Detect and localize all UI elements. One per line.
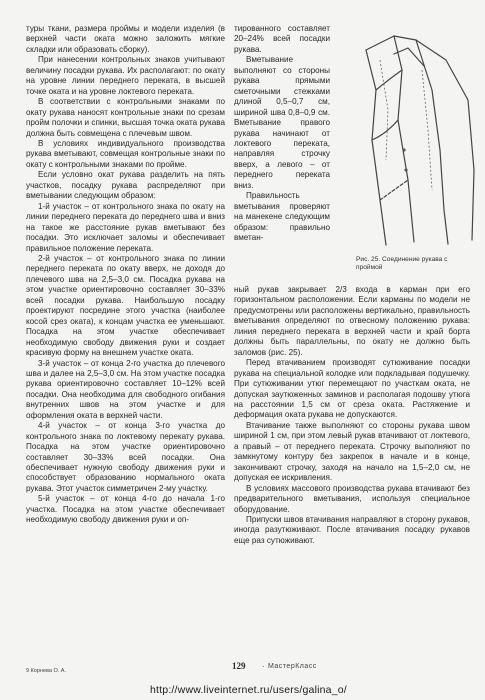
brand-label: МастерКласс	[268, 663, 317, 670]
right-top-text-column	[234, 24, 330, 244]
paragraph: В условиях массового производства рукава втачивают без предварительного вметывания, используя специальное оборудование.	[234, 483, 470, 514]
paragraph: В условиях индивидуального производства рукава вметывают, совмещая контрольные знаки по окату с контрольными знаками по пройме.	[26, 138, 225, 169]
url-watermark[interactable]: http://www.liveinternet.ru/users/galina_o/	[150, 684, 347, 696]
author-footer: 9 Корнева О. А.	[26, 668, 66, 674]
paragraph: Вметывание выполняют со стороны рукава прямыми сметочными стежками длиной 0,5–0,7 см, шириной шва 0,8–0,9 см. Вметывание правого рукава начинают от локтевого переката, направляя строчку вверх, а левого – от переднего переката вниз.	[234, 55, 330, 190]
paragraph: При нанесении контрольных знаков учитывают величину посадки рукава. Их располагают: по окату на уровне линии переднего переката, в высшей точке оката и на уровне локтевого переката.	[26, 55, 225, 96]
paragraph: 5-й участок – от конца 4-го до начала 1-го участка. Посадка на этом участке обеспечивает необходимую свободу движения руки и оп-	[26, 494, 225, 525]
paragraph: 4-й участок – от конца 3-го участка до контрольного знака по локтевому перекату рукава. Посадка на этом участке ориентировочно составляет 30–33% всей посадки. Она обеспечивает нужную свободу движения руки и способствует образованию нормального оката рукава. Этот участок симметричен 2-му участку.	[26, 421, 225, 493]
paragraph: ный рукав закрывает 2/3 входа в карман при его горизонтальном расположении. Если карманы по модели не предусмотрены или расположены вертикально, правильность вметывания определяют по отвесному положению рукава: линия переднего переката в верхней части и край борта должны быть параллельны, по окату не должно быть заломов (рис. 25).	[234, 285, 470, 357]
right-bottom-text-column	[234, 285, 470, 546]
paragraph: тированного составляет 20–24% всей посадки рукава.	[234, 24, 330, 54]
paragraph: Если условно окат рукава разделить на пять участков, посадку рукава распределяют при вметывании следующим образом:	[26, 170, 225, 201]
figure-caption: Рис. 25. Соединение рукава с проймой	[356, 256, 448, 271]
page-number: 129	[232, 661, 246, 671]
paragraph: Правильность вметывания проверяют на манекене следующим образом: правильно вметан-	[234, 191, 330, 243]
paragraph: Втачивание также выполняют со стороны рукава швом шириной 1 см, при этом левый рукав втачивают от локтевого, а правый – от переднего переката. Строчку выполняют по замкнутому контуру без закрепок в начале и в конце, закончивают строчку, заходя на начало на 1,5–2,0 см, не допуская ее искривления.	[234, 420, 470, 483]
paragraph: В соответствии с контрольными знаками по окату рукава наносят контрольные знаки по срезам пройм полочки и спинки, высшая точка оката рукава должна быть совмещена с плечевым швом.	[26, 97, 225, 138]
left-text-column	[26, 24, 225, 526]
paragraph: 3-й участок – от конца 2-го участка до плечевого шва и далее на 2,5–3,0 см. На этом участке посадка рукава ориентировочно составляет 10–12% всей посадки. Она необходима для свободного огибания внутренних швов на этом участке и для оформления оката в верхней части.	[26, 358, 225, 420]
paragraph: 1-й участок – от контрольного знака по окату на линии переднего переката до переднего шва и вниз на такое же расстояние рукав вметывают без посадки. Это исключает заломы и обеспечивает правильное положение переката.	[26, 201, 225, 253]
paragraph: 2-й участок – от контрольного знака по линии переднего переката по окату вверх, не доходя до плечевого шва на 2,5–3,0 см. Посадка рукава на этом участке ориентировочно составляет 30–33% всей посадки рукава. Наибольшую посадку проектируют посредине этого участка (наиболее косой срез оката), к концам участка ее уменьшают. Посадка на этом участке обеспечивает необходимую свободу движения руки и создает красивую форму на внешнем участке оката.	[26, 253, 225, 358]
sleeve-jacket-illustration	[336, 30, 476, 250]
paragraph: Перед втачиванием производят сутюживание посадки рукава на специальной колодке или подкладывая подушечку. При сутюживании утюг перемещают по участкам оката, не допуская заутюженных заминов и располагая подошву утюга на расстоянии 1,5 см от среза оката. Растяжение и деформация оката рукава не допускаются.	[234, 358, 470, 420]
brand-mark-icon: ·	[262, 662, 265, 671]
paragraph: Припуски швов втачивания направляют в сторону рукавов, иногда разутюживают. После втачивания посадку рукавов еще раз сутюживают.	[234, 514, 470, 545]
paragraph: туры ткани, размера проймы и модели изделия (в верхней части оката можно заложить мягкие складки или образовать сборку).	[26, 24, 225, 54]
